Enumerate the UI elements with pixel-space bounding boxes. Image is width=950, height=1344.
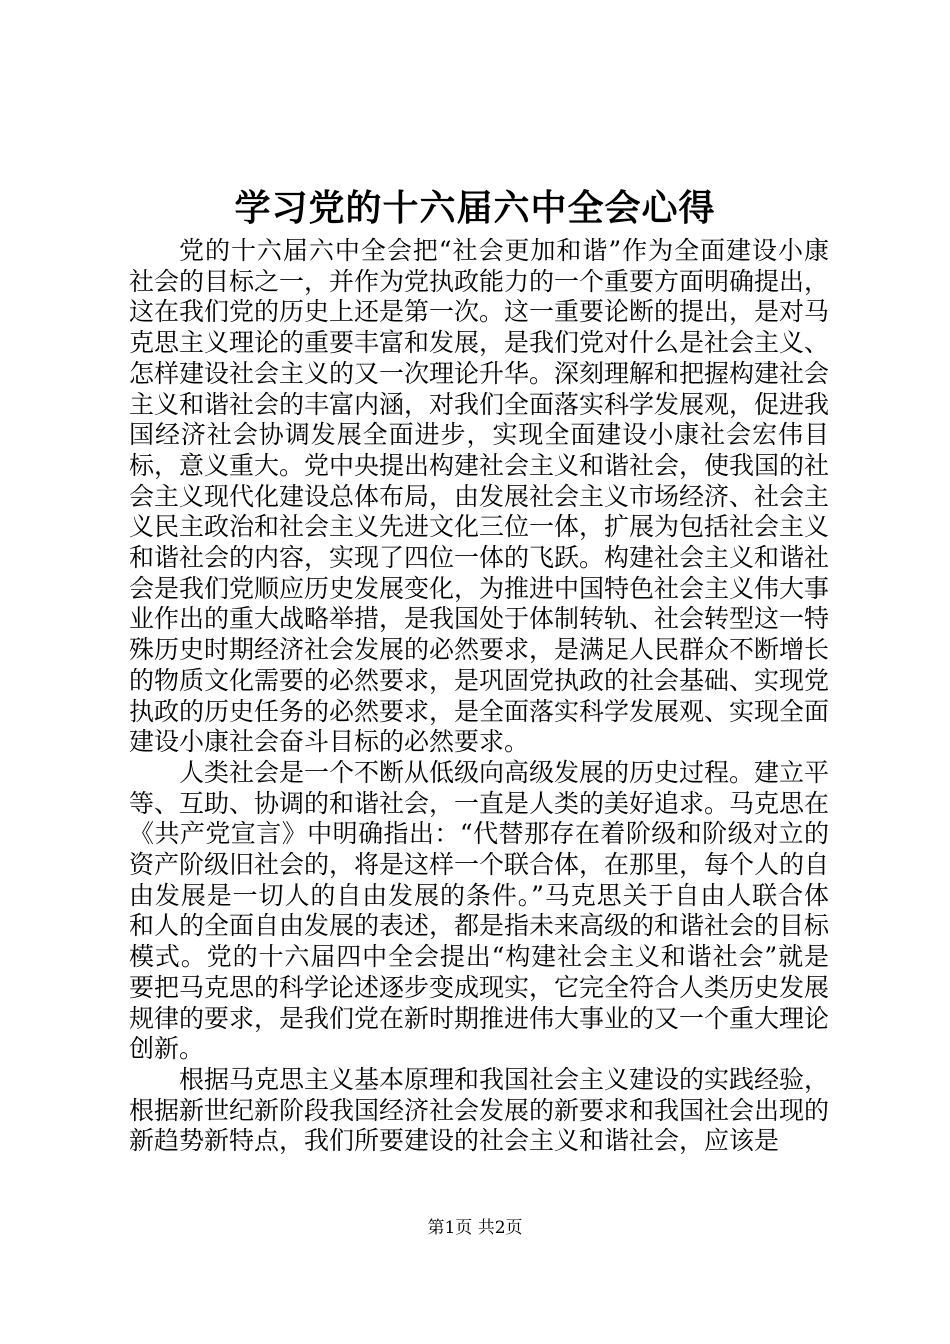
paragraph-2: 人类社会是一个不断从低级向高级发展的历史过程。建立平等、互助、协调的和谐社会，一直是人类的美好追求。马克思在《共产党宣言》中明确指出：“代替那存在着阶级和阶级对立的资产阶级旧社会的，将是这样一个联合体，在那里，每个人的自由发展是一切人的自由发展的条件。”马克思关于自由人联合体和人的全面自由发展的表述，都是指未来高级的和谐社会的目标模式。党的十六届四中全会提出“构建社会主义和谐社会”就是要把马克思的科学论述逐步变成现实，它完全符合人类历史发展规律的要求，是我们党在新时期推进伟大事业的又一个重大理论创新。	[129, 757, 830, 1064]
document-title: 学习党的十六届六中全会心得	[234, 187, 716, 229]
paragraph-3: 根据马克思主义基本原理和我国社会主义建设的实践经验，根据新世纪新阶段我国经济社会发展的新要求和我国社会出现的新趋势新特点，我们所要建设的社会主义和谐社会，应该是	[129, 1064, 830, 1156]
paragraph-1: 党的十六届六中全会把“社会更加和谐”作为全面建设小康社会的目标之一，并作为党执政能力的一个重要方面明确提出，这在我们党的历史上还是第一次。这一重要论断的提出，是对马克思主义理论的重要丰富和发展，是我们党对什么是社会主义、怎样建设社会主义的又一次理论升华。深刻理解和把握构建社会主义和谐社会的丰富内涵，对我们全面落实科学发展观，促进我国经济社会协调发展全面进步，实现全面建设小康社会宏伟目标，意义重大。党中央提出构建社会主义和谐社会，使我国的社会主义现代化建设总体布局，由发展社会主义市场经济、社会主义民主政治和社会主义先进文化三位一体，扩展为包括社会主义和谐社会的内容，实现了四位一体的飞跃。构建社会主义和谐社会是我们党顺应历史发展变化，为推进中国特色社会主义伟大事业作出的重大战略举措，是我国处于体制转轨、社会转型这一特殊历史时期经济社会发展的必然要求，是满足人民群众不断增长的物质文化需要的必然要求，是巩固党执政的社会基础、实现党执政的历史任务的必然要求，是全面落实科学发展观、实现全面建设小康社会奋斗目标的必然要求。	[129, 236, 830, 757]
document-body	[129, 236, 829, 1157]
page-number-footer: 第1页 共2页	[427, 1218, 523, 1238]
